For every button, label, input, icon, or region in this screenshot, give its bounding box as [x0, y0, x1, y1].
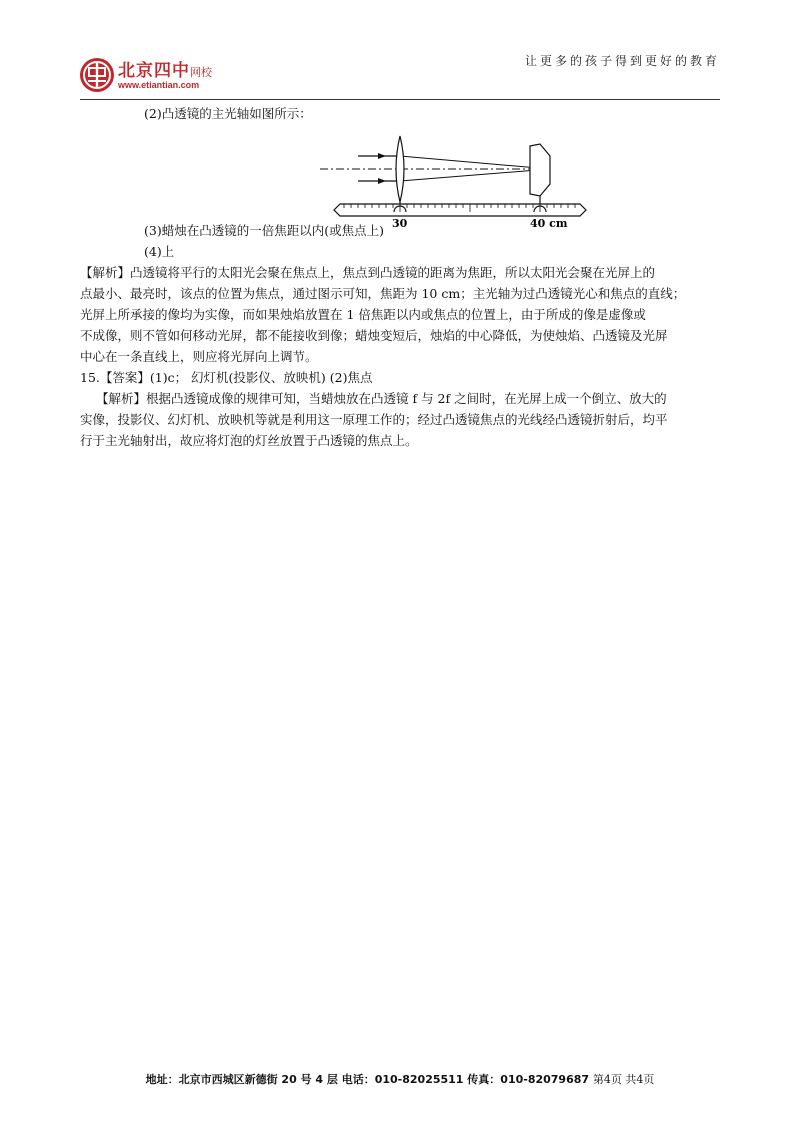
analysis-line: 【解析】根据凸透镜成像的规律可知，当蜡烛放在凸透镜 f 与 2f 之间时，在光屏上成一个倒立、放大的 [96, 391, 667, 406]
analysis-line: 实像，投影仪、幻灯机、放映机等就是利用这一原理工作的；经过凸透镜焦点的光线经凸透镜折射后，均平 [80, 412, 668, 427]
answer-item-2: (2)凸透镜的主光轴如图所示： [144, 106, 312, 121]
page-number: 第4页 共4页 [592, 1073, 655, 1086]
logo-text: 北京四中网校 [118, 61, 212, 81]
analysis-line: 行于主光轴射出，故应将灯泡的灯丝放置于凸透镜的焦点上。 [80, 433, 418, 448]
footer-address: 地址：北京市西城区新德街 20 号 4 层 电话：010-82025511 传真：010-82079687 [145, 1073, 590, 1086]
logo-url: www.etiantian.com [118, 80, 200, 90]
analysis-line: 不成像，则不管如何移动光屏，都不能接收到像；蜡烛变短后，烛焰的中心降低，为使烛焰、凸透镜及光屏 [80, 328, 668, 343]
analysis-14 [80, 262, 720, 367]
answer-15: 15.【答案】(1)c； 幻灯机(投影仪、放映机) (2)焦点 [80, 370, 373, 385]
scale-label-40: 40 cm [530, 217, 568, 230]
analysis-line: 【解析】凸透镜将平行的太阳光会聚在焦点上，焦点到凸透镜的距离为焦距，所以太阳光会聚在光屏上的 [80, 265, 656, 280]
page-footer [0, 1071, 800, 1087]
answer-item-4: (4)上 [144, 244, 175, 259]
header-divider [80, 99, 720, 100]
logo [80, 56, 290, 96]
logo-emblem-icon [80, 58, 114, 92]
page-content [80, 103, 720, 451]
optics-figure [80, 126, 720, 230]
answer-item-3: (3)蜡烛在凸透镜的一倍焦距以内(或焦点上) [144, 223, 384, 238]
analysis-line: 点最小、最亮时，该点的位置为焦点，通过图示可知，焦距为 10 cm；主光轴为过凸透镜光心和焦点的直线； [80, 286, 686, 301]
analysis-15 [80, 388, 720, 451]
header-slogan: 让更多的孩子得到更好的教育 [524, 54, 720, 68]
page-header [80, 40, 720, 102]
scale-label-30: 30 [392, 217, 408, 230]
analysis-line: 中心在一条直线上，则应将光屏向上调节。 [80, 349, 318, 364]
analysis-line: 光屏上所承接的像均为实像，而如果烛焰放置在 1 倍焦距以内或焦点的位置上，由于所成的像是虚像或 [80, 307, 646, 322]
